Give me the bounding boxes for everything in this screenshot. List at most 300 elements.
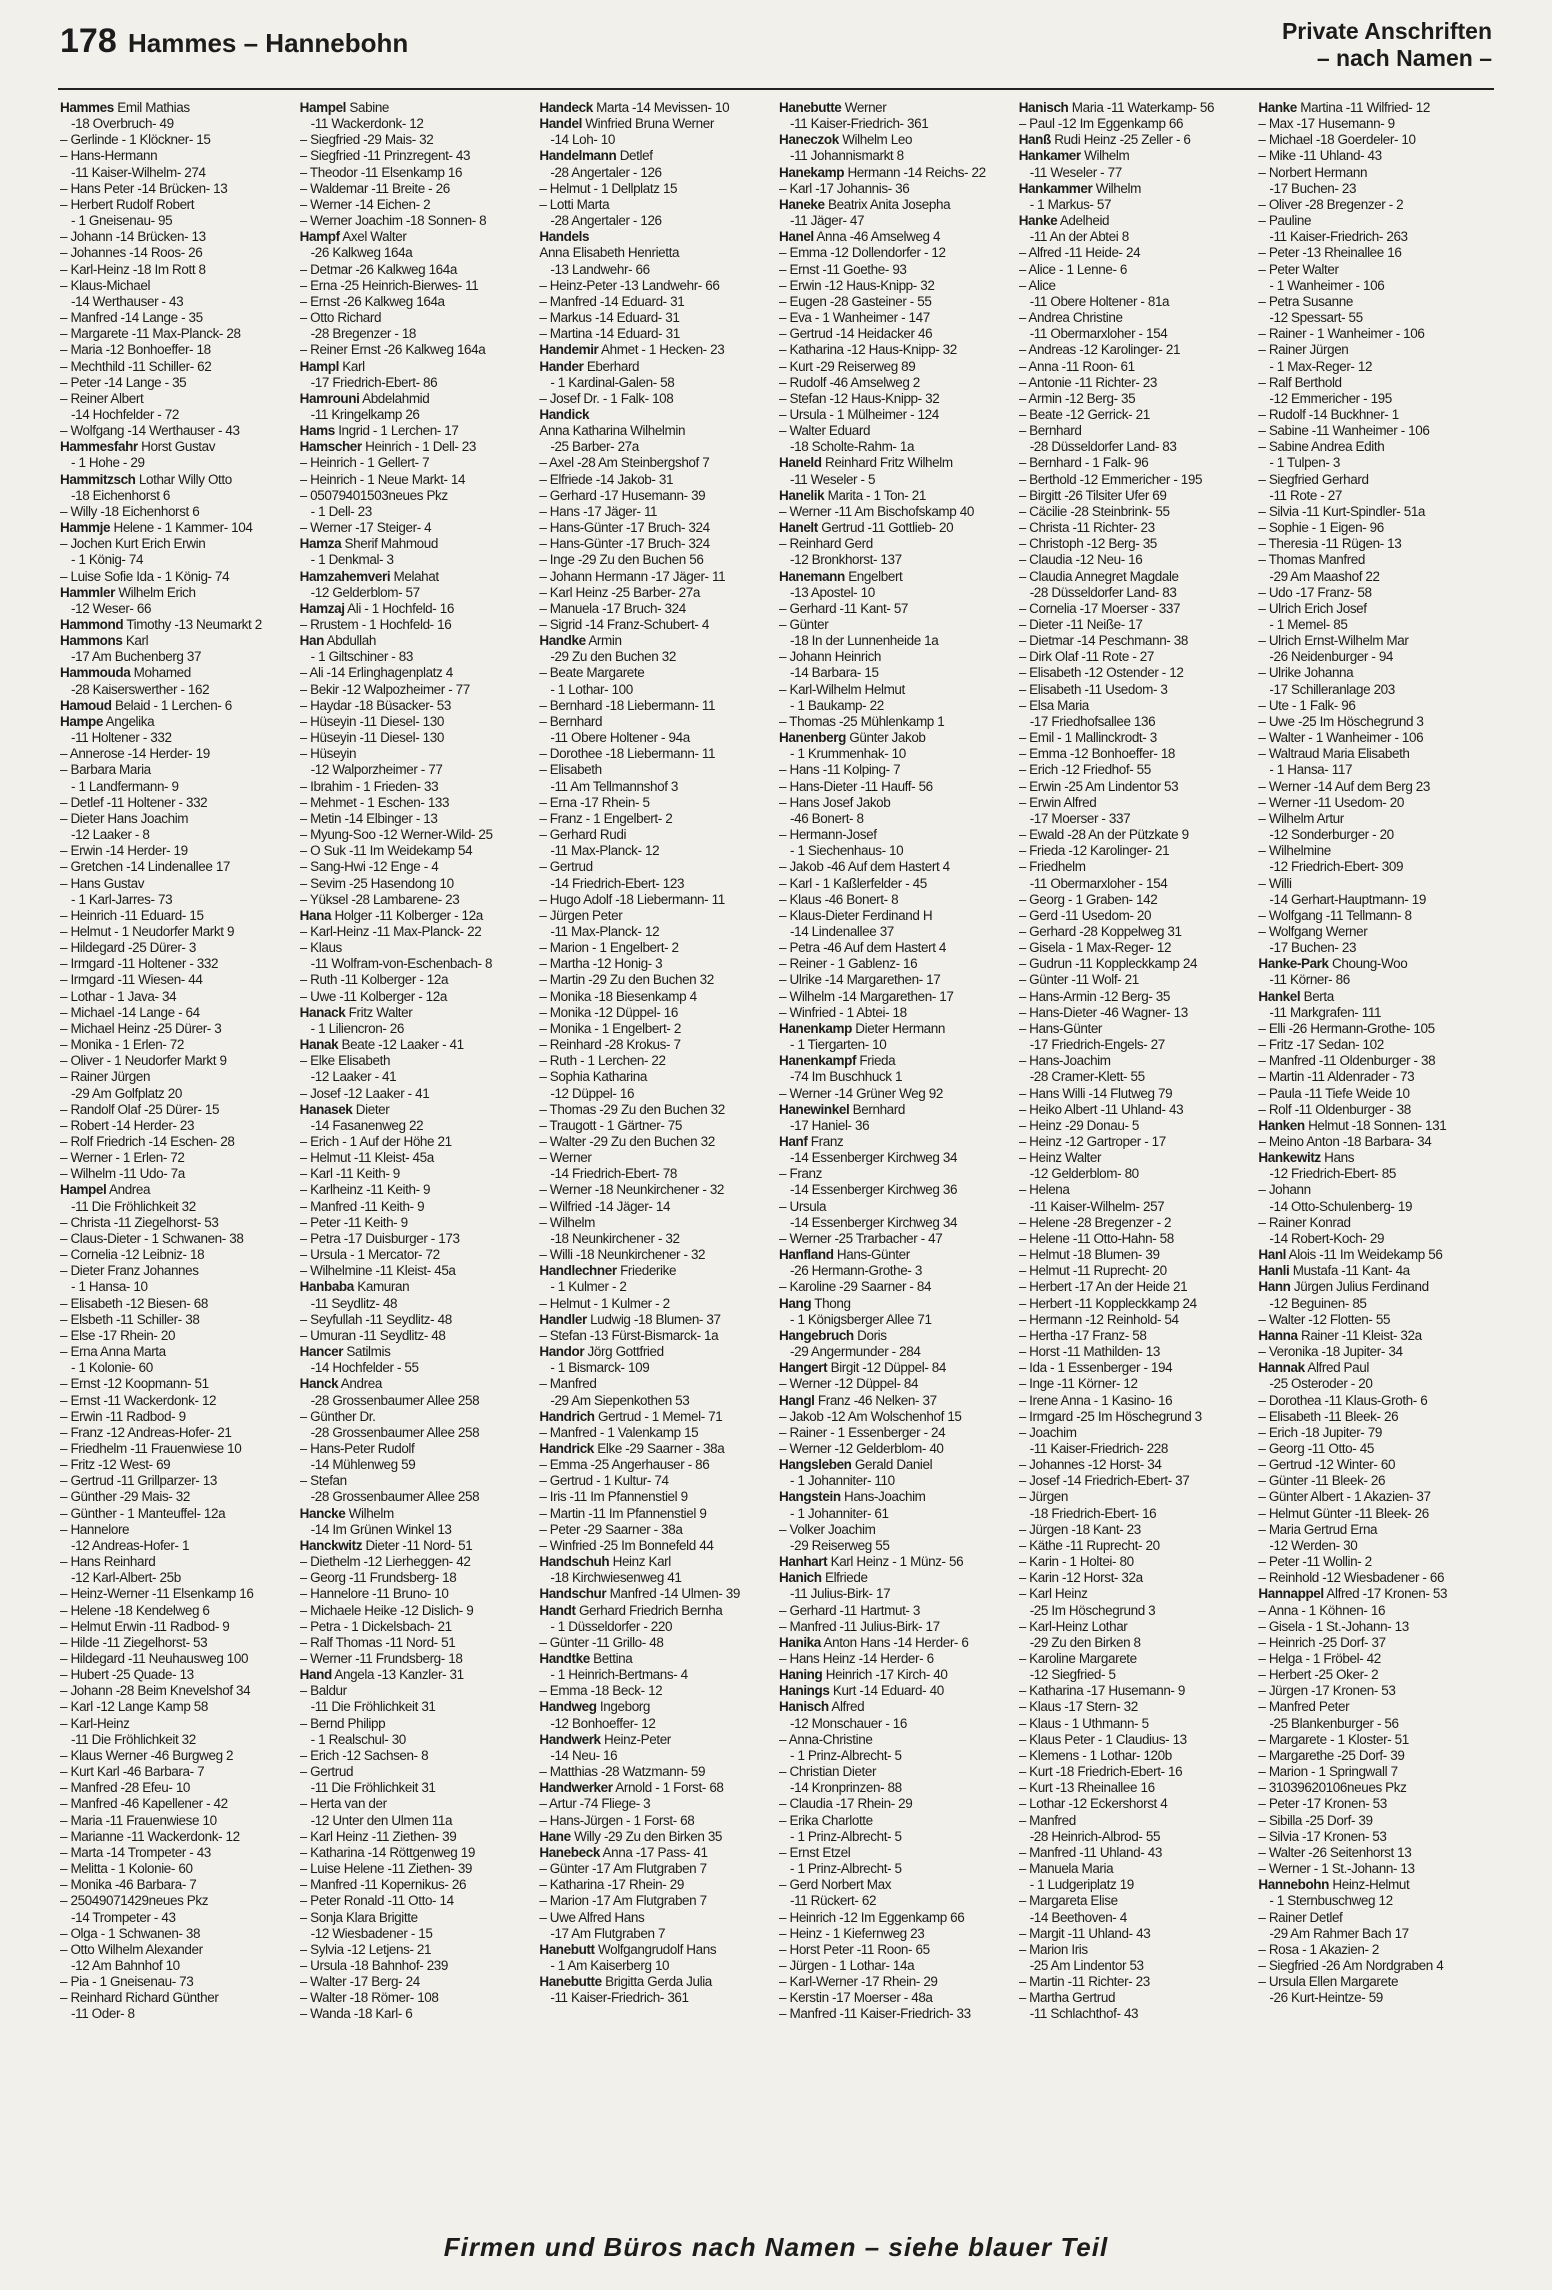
directory-entry: – Karl Heinz -25 Barber- 27a (539, 584, 700, 600)
directory-entry: Hanli Mustafa -11 Kant- 4a (1258, 1263, 1410, 1279)
directory-entry: – Ewald -28 An der Pützkate 9 (1018, 827, 1189, 843)
directory-entry: -46 Bonert- 8 (790, 810, 864, 826)
directory-entry: -12 Friedrich-Ebert- 85 (1269, 1166, 1396, 1182)
directory-entry: – Monika - 1 Erlen- 72 (60, 1037, 185, 1053)
entry-surname: Hancer (299, 1344, 344, 1360)
directory-entry: – Werner -12 Düppel- 84 (779, 1376, 919, 1392)
entry-surname: Handel (539, 116, 582, 132)
directory-entry: Hanebutte Brigitta Gerda Julia (539, 1974, 712, 1990)
entry-surname: Hanbaba (299, 1279, 354, 1295)
directory-entry: – Elisabeth -11 Bleek- 26 (1258, 1408, 1399, 1424)
directory-entry: – Baldur (299, 1683, 347, 1699)
directory-entry: – Jakob -12 Am Wolschenhof 15 (779, 1408, 962, 1424)
directory-entry: – Martina -14 Eduard- 31 (539, 326, 680, 342)
directory-entry: – Martin -11 Aldenrader - 73 (1258, 1069, 1415, 1085)
entry-surname: Hanebutte (779, 100, 842, 115)
directory-entry: – Reinhard Gerd (779, 536, 873, 552)
directory-entry: – Karin -12 Horst- 32a (1018, 1570, 1143, 1586)
directory-entry: – Elisabeth -11 Usedom- 3 (1018, 681, 1168, 697)
directory-entry: -14 Otto-Schulenberg- 19 (1269, 1198, 1413, 1214)
directory-entry: – Karl-Heinz -18 Im Rott 8 (60, 261, 206, 277)
directory-entry: – Wilhelm -14 Margarethen- 17 (779, 988, 954, 1004)
directory-entry: – Peter -17 Kronen- 53 (1258, 1796, 1387, 1812)
directory-entry: Hanke-Park Choung-Woo (1258, 956, 1408, 972)
directory-entry: -18 Scholte-Rahm- 1a (790, 439, 915, 455)
directory-entry: – Margarethe -25 Dorf- 39 (1258, 1747, 1405, 1763)
entry-surname: Hanack (299, 1004, 346, 1020)
directory-entry: – Gertrud -14 Heidacker 46 (779, 326, 933, 342)
directory-entry: -12 Wiesbadener - 15 (310, 1925, 433, 1941)
directory-entry: – Monika -18 Biesenkamp 4 (539, 988, 697, 1004)
directory-entry: Hanelik Marita - 1 Ton- 21 (779, 487, 926, 503)
directory-entry: – Erna -17 Rhein- 5 (539, 794, 650, 810)
directory-entry: – Dieter -11 Neiße- 17 (1018, 617, 1143, 632)
section-title-line2: – nach Namen – (1316, 45, 1492, 71)
directory-entry: – Sonja Klara Brigitte (299, 1909, 418, 1925)
directory-entry: – Gertrud (539, 859, 593, 875)
entry-surname: Handweg (539, 1699, 597, 1715)
directory-entry: – Rainer Jürgen (60, 1069, 151, 1085)
directory-entry: – Hildegard -11 Neuhausweg 100 (60, 1651, 249, 1666)
directory-entry: – Sabine Andrea Edith (1258, 439, 1385, 455)
directory-entry: -11 Obermarxloher - 154 (1029, 326, 1168, 342)
directory-entry: – Ali -14 Erlinghagenplatz 4 (299, 665, 453, 681)
directory-entry: – Klaus-Michael (60, 277, 151, 293)
entry-surname: Hanke (1018, 213, 1058, 229)
directory-entry: -12 Emmericher - 195 (1269, 390, 1392, 406)
directory-entry: -29 Zu den Buchen 32 (550, 649, 676, 665)
directory-entry: – Gisela - 1 Max-Reger- 12 (1018, 940, 1172, 956)
directory-entry: – Elsbeth -11 Schiller- 38 (60, 1311, 200, 1327)
directory-entry: – Manfred -11 Keith- 9 (299, 1198, 425, 1214)
directory-entry: – Hans-Joachim (1018, 1053, 1111, 1069)
directory-entry: Haneczok Wilhelm Leo (779, 132, 913, 148)
entry-surname: Hanewinkel (779, 1101, 850, 1117)
directory-entry: – Dieter Franz Johannes (60, 1263, 199, 1279)
directory-entry: – Wilhelm -11 Udo- 7a (60, 1166, 185, 1182)
directory-entry: – Friedhelm -11 Frauenwiese 10 (60, 1440, 242, 1456)
directory-entry: – Erwin -11 Radbod- 9 (60, 1408, 186, 1424)
directory-entry: Hanelt Gertrud -11 Gottlieb- 20 (779, 520, 954, 536)
directory-entry: – Silvia -17 Kronen- 53 (1258, 1828, 1387, 1844)
directory-entry: – Maria -12 Bonhoeffer- 18 (60, 342, 211, 358)
directory-entry: – Ruth - 1 Lerchen- 22 (539, 1053, 666, 1069)
directory-entry: – Hildegard -25 Dürer- 3 (60, 940, 196, 956)
directory-entry: – Frieda -12 Karolinger- 21 (1018, 843, 1170, 859)
directory-entry: – Manfred -46 Kapellener - 42 (60, 1796, 228, 1812)
directory-entry: – Michaele Heike -12 Dislich- 9 (299, 1602, 474, 1618)
directory-entry: -11 Max-Planck- 12 (550, 843, 660, 859)
directory-entry: -11 Jäger- 47 (790, 213, 865, 229)
entry-surname: Hangl (779, 1392, 815, 1408)
directory-entry: Hanak Beate -12 Laaker - 41 (299, 1037, 464, 1053)
directory-entry: -11 Kaiser-Wilhelm- 257 (1029, 1198, 1165, 1214)
directory-entry: – Eva - 1 Wanheimer - 147 (779, 310, 930, 326)
directory-entry: – Ralf Berthold (1258, 374, 1342, 390)
directory-entry: – Helmut - 1 Dellplatz 15 (539, 180, 678, 196)
directory-entry: - 1 Max-Reger- 12 (1269, 358, 1373, 374)
entry-surname: Hams (299, 423, 335, 439)
directory-entry: – Claudia -12 Neu- 16 (1018, 552, 1143, 568)
entry-surname: Hankel (1258, 988, 1301, 1004)
directory-entry: – Johannes -12 Horst- 34 (1018, 1457, 1162, 1473)
directory-entry: Handor Jörg Gottfried (539, 1344, 664, 1360)
directory-entry: – Bernhard - 1 Falk- 96 (1018, 455, 1149, 471)
entry-surname: Handrick (539, 1440, 594, 1456)
directory-entry: -18 Eichenhorst 6 (71, 487, 171, 503)
directory-entry: – Karl-Wilhelm Helmut (779, 681, 905, 697)
directory-entry: – Helena (1018, 1182, 1070, 1198)
directory-entry: Hander Eberhard (539, 358, 640, 374)
directory-entry: Hanna Rainer -11 Kleist- 32a (1258, 1327, 1422, 1343)
directory-entry: – Rudolf -14 Buckhner- 1 (1258, 406, 1399, 422)
directory-entry: – Jürgen -17 Kronen- 53 (1258, 1683, 1396, 1699)
directory-entry: – Hannelore -11 Bruno- 10 (299, 1586, 449, 1602)
directory-entry: – Gertrud - 1 Kultur- 74 (539, 1473, 669, 1489)
directory-entry: Hanken Helmut -18 Sonnen- 131 (1258, 1117, 1447, 1133)
directory-entry: -14 Lindenallee 37 (790, 923, 894, 939)
directory-entry: – Emma -12 Dollendorfer - 12 (779, 245, 946, 261)
directory-entry: Haneke Beatrix Anita Josepha (779, 196, 951, 212)
directory-entry: – Berthold -12 Emmericher - 195 (1018, 471, 1203, 487)
directory-entry: – Mechthild -11 Schiller- 62 (60, 358, 212, 374)
directory-entry: – Norbert Hermann (1258, 164, 1368, 180)
directory-entry: – Erich -12 Sachsen- 8 (299, 1747, 429, 1763)
directory-entry: -28 Cramer-Klett- 55 (1029, 1069, 1145, 1085)
entry-surname: Hanenkamp (779, 1020, 852, 1036)
directory-entry: – Erwin -25 Am Lindentor 53 (1018, 778, 1179, 794)
directory-entry: – Dieter Hans Joachim (60, 810, 189, 826)
directory-entry: – Heinrich -12 Im Eggenkamp 66 (779, 1909, 965, 1925)
entry-surname: Hammond (60, 617, 124, 632)
directory-entry: – Hermann-Josef (779, 827, 877, 843)
directory-entry: – Dietmar -14 Peschmann- 38 (1018, 633, 1188, 649)
directory-entry: – Stefan -12 Haus-Knipp- 32 (779, 390, 940, 406)
entry-surname: Hanekamp (779, 164, 845, 180)
directory-column (779, 100, 1015, 2200)
directory-entry: – Ulrike -14 Margarethen- 17 (779, 972, 941, 988)
directory-entry: Hankamer Wilhelm (1018, 148, 1130, 164)
directory-entry: Hangsleben Gerald Daniel (779, 1457, 933, 1473)
directory-entry: Hammesfahr Horst Gustav (60, 439, 216, 455)
directory-entry: -26 Neidenburger - 94 (1269, 649, 1394, 665)
directory-entry: – Rolf Friedrich -14 Eschen- 28 (60, 1134, 235, 1149)
entry-surname: Hampe (60, 713, 104, 729)
directory-entry: -12 Beguinen- 85 (1269, 1295, 1367, 1311)
directory-entry: – Ernst -11 Goethe- 93 (779, 261, 907, 277)
directory-entry: -11 Obere Holtener - 81a (1029, 293, 1170, 309)
directory-entry: – Herbert -17 An der Heide 21 (1018, 1279, 1188, 1295)
directory-entry: – Friedhelm (1018, 859, 1086, 875)
entry-surname: Handke (539, 633, 586, 649)
directory-entry: – Umuran -11 Seydlitz- 48 (299, 1327, 446, 1343)
entry-surname: Hannak (1258, 1360, 1305, 1376)
directory-entry: Hampl Karl (299, 358, 365, 374)
directory-entry: – Jürgen -18 Kant- 23 (1018, 1521, 1141, 1537)
directory-entry: – Manfred -11 Julius-Birk- 17 (779, 1618, 940, 1634)
directory-entry: – Günther -29 Mais- 32 (60, 1489, 191, 1505)
directory-entry: -14 Mühlenweg 59 (310, 1457, 416, 1473)
entry-surname: Hancke (299, 1505, 346, 1521)
directory-entry: – Sigrid -14 Franz-Schubert- 4 (539, 617, 709, 632)
directory-entry: -11 Kaiser-Friedrich- 263 (1269, 229, 1408, 245)
directory-entry: – Manuela Maria (1018, 1861, 1114, 1877)
directory-entry: – Helmut -11 Ruprecht- 20 (1018, 1263, 1167, 1279)
entry-surname: Hann (1258, 1279, 1291, 1295)
directory-entry: – Heinrich - 1 Neue Markt- 14 (299, 471, 466, 487)
directory-entry: Hangebruch Doris (779, 1327, 887, 1343)
directory-entry: Hanewinkel Bernhard (779, 1101, 905, 1117)
directory-entry: – Ida - 1 Essenberger - 194 (1018, 1360, 1173, 1376)
directory-entry: – Barbara Maria (60, 762, 151, 778)
directory-entry: – O Suk -11 Im Weidekamp 54 (299, 843, 473, 859)
directory-entry: Hammitzsch Lothar Willy Otto (60, 471, 232, 487)
directory-entry: – Reinhard -28 Krokus- 7 (539, 1037, 681, 1053)
directory-entry: – Otto Wilhelm Alexander (60, 1941, 203, 1957)
directory-entry: – Detlef -11 Holtener - 332 (60, 794, 208, 810)
directory-entry: – Hans-Dieter -11 Hauff- 56 (779, 778, 933, 794)
directory-entry: - 1 Tulpen- 3 (1269, 455, 1340, 471)
directory-entry: – Christa -11 Ziegelhorst- 53 (60, 1214, 219, 1230)
directory-entry: – Karl Heinz -11 Ziethen- 39 (299, 1828, 457, 1844)
directory-entry: -11 Seydlitz- 48 (310, 1295, 398, 1311)
directory-entry: – Günter (779, 617, 829, 632)
directory-entry: - 1 Sternbuschweg 12 (1269, 1893, 1393, 1909)
directory-entry: – Herbert Rudolf Robert (60, 196, 195, 212)
directory-entry: Hanings Kurt -14 Eduard- 40 (779, 1683, 944, 1699)
directory-entry: – Reiner - 1 Gablenz- 16 (779, 956, 918, 972)
directory-entry: – Hugo Adolf -18 Liebermann- 11 (539, 891, 725, 907)
entry-surname: Hanich (779, 1570, 822, 1586)
entry-surname: Hanak (299, 1037, 339, 1053)
directory-entry: - 1 Hansa- 117 (1269, 762, 1353, 778)
directory-entry: – Hans-Hermann (60, 148, 158, 164)
entry-surname: Hanebutte (539, 1974, 602, 1990)
directory-entry: – Hans-Günter -17 Bruch- 324 (539, 536, 710, 552)
directory-entry: – Karl-Heinz Lothar (1018, 1618, 1128, 1634)
directory-entry: – Elsa Maria (1018, 697, 1089, 713)
directory-entry: – Karoline -29 Saarner - 84 (779, 1279, 932, 1295)
directory-entry: – Karl Heinz (1018, 1586, 1088, 1602)
page-header (0, 0, 1552, 100)
directory-entry: – Robert -14 Herder- 23 (60, 1117, 195, 1133)
directory-entry: – Kerstin -17 Moerser - 48a (779, 1990, 933, 2006)
directory-entry: – Heinz Walter (1018, 1150, 1102, 1166)
directory-entry: -14 Friedrich-Ebert- 123 (550, 875, 685, 891)
directory-entry: Anna Elisabeth Henrietta (539, 245, 680, 261)
directory-entry: – Iris -11 Im Pfannenstiel 9 (539, 1489, 688, 1505)
directory-entry: – Margarete -11 Max-Planck- 28 (60, 326, 241, 342)
directory-entry: -11 Kaiser-Friedrich- 361 (790, 116, 929, 132)
directory-entry: – Peter -14 Lange - 35 (60, 374, 187, 390)
directory-entry: – Klaus - 1 Uthmann- 5 (1018, 1715, 1149, 1731)
directory-entry: – Werner - 1 Erlen- 72 (60, 1150, 185, 1166)
directory-entry: – Werner -18 Neunkirchener - 32 (539, 1182, 725, 1198)
directory-entry: – Klemens - 1 Lothar- 120b (1018, 1747, 1172, 1763)
directory-entry: – Marta -14 Trompeter - 43 (60, 1844, 211, 1860)
entry-surname: Hannappel (1258, 1586, 1324, 1602)
directory-entry: – Pia - 1 Gneisenau- 73 (60, 1974, 194, 1990)
directory-entry: Hampf Axel Walter (299, 229, 407, 245)
directory-entry: – Werner Joachim -18 Sonnen- 8 (299, 213, 487, 229)
directory-entry: – Anna-Christine (779, 1731, 873, 1747)
directory-entry: – Walter -18 Römer- 108 (299, 1990, 439, 2006)
directory-entry: Hanebutte Werner (779, 100, 887, 115)
directory-entry: – Volker Joachim (779, 1521, 876, 1537)
directory-entry: – Kurt -13 Rheinallee 16 (1018, 1780, 1155, 1796)
directory-entry: - 1 Denkmal- 3 (310, 552, 394, 568)
directory-entry: -12 Am Bahnhof 10 (71, 1957, 180, 1973)
directory-entry: -18 Overbruch- 49 (71, 116, 174, 132)
directory-entry: – Ruth -11 Kolberger - 12a (299, 972, 449, 988)
footer-note: Firmen und Büros nach Namen – siehe blauer Teil (443, 2232, 1109, 2262)
directory-entry: – Irmgard -11 Holtener - 332 (60, 956, 219, 972)
directory-entry: -17 Am Flutgraben 7 (550, 1925, 666, 1941)
entry-surname: Handelmann (539, 148, 617, 164)
directory-entry: -14 Gerhart-Hauptmann- 19 (1269, 891, 1426, 907)
directory-entry: – Cäcilie -28 Steinbrink- 55 (1018, 503, 1170, 519)
directory-entry: - 1 Kolonie- 60 (71, 1360, 153, 1376)
directory-entry: – Manfred -14 Lange - 35 (60, 310, 203, 326)
entry-surname: Hammje (60, 520, 111, 536)
entry-surname: Hammitzsch (60, 471, 136, 487)
directory-entry: - 1 Realschul- 30 (310, 1731, 406, 1747)
directory-entry: Hanckwitz Dieter -11 Nord- 51 (299, 1537, 473, 1553)
directory-entry: – Karl-Werner -17 Rhein- 29 (779, 1974, 938, 1990)
directory-entry: – Klaus (299, 940, 342, 956)
directory-entry: -29 Am Maashof 22 (1269, 568, 1380, 584)
directory-entry: -18 Friedrich-Ebert- 16 (1029, 1505, 1157, 1521)
directory-entry: – Antonie -11 Richter- 23 (1018, 374, 1158, 390)
entry-surname: Hanemann (779, 568, 845, 584)
directory-entry: -25 Barber- 27a (550, 439, 639, 455)
directory-entry: -18 Neunkirchener - 32 (550, 1230, 680, 1246)
directory-entry: – Josef -14 Friedrich-Ebert- 37 (1018, 1473, 1190, 1489)
directory-entry: – Helene -11 Otto-Hahn- 58 (1018, 1230, 1174, 1246)
directory-entry: -13 Landwehr- 66 (550, 261, 650, 277)
entry-surname: Hanke-Park (1258, 956, 1329, 972)
entry-surname: Handschur (539, 1586, 607, 1602)
directory-entry: – Martha Gertrud (1018, 1990, 1116, 2006)
entry-surname: Handwerk (539, 1731, 601, 1747)
directory-entry: -18 Kirchwiesenweg 41 (550, 1570, 682, 1586)
directory-entry: – Werner -14 Eichen- 2 (299, 196, 431, 212)
directory-entry: – Wilhelm (539, 1214, 596, 1230)
entry-surname: Haneke (779, 196, 825, 212)
entry-surname: Hamzaj (299, 600, 345, 616)
directory-entry: – Manfred -11 Kaiser-Friedrich- 33 (779, 2006, 971, 2022)
directory-entry: -17 Friedrich-Ebert- 86 (310, 374, 438, 390)
directory-entry: – Theresia -11 Rügen- 13 (1258, 536, 1402, 552)
directory-entry: – Günter -17 Am Flutgraben 7 (539, 1861, 707, 1877)
directory-entry: -11 Kringelkamp 26 (310, 406, 420, 422)
directory-entry: – Manfred -28 Efeu- 10 (60, 1780, 191, 1796)
directory-entry: – Andrea Christine (1018, 310, 1123, 326)
directory-entry: – Lothar - 1 Java- 34 (60, 988, 177, 1004)
directory-entry: -17 Buchen- 23 (1269, 180, 1357, 196)
directory-entry: – Gertrud -11 Grillparzer- 13 (60, 1473, 217, 1489)
directory-entry: -11 Johannismarkt 8 (790, 148, 904, 164)
directory-entry: – Mehmet - 1 Eschen- 133 (299, 794, 450, 810)
directory-entry: – Wolfgang -14 Werthauser - 43 (60, 423, 240, 439)
directory-entry: – Hans -17 Jäger- 11 (539, 503, 658, 519)
entry-surname: Handlechner (539, 1263, 617, 1279)
directory-entry: -11 An der Abtei 8 (1029, 229, 1129, 245)
directory-entry: – Elke Elisabeth (299, 1053, 391, 1069)
directory-entry: – Elisabeth -12 Biesen- 68 (60, 1295, 208, 1311)
directory-entry: -25 Osteroder - 20 (1269, 1376, 1373, 1392)
directory-entry: – Claus-Dieter - 1 Schwanen- 38 (60, 1230, 244, 1246)
directory-entry: - 1 Heinrich-Bertmans- 4 (550, 1667, 688, 1683)
directory-entry: – Ute - 1 Falk- 96 (1258, 697, 1356, 713)
entry-surname: Hammouda (60, 665, 131, 681)
directory-entry: – Siegfried -11 Prinzregent- 43 (299, 148, 471, 164)
directory-entry: – Rrustem - 1 Hochfeld- 16 (299, 617, 452, 632)
directory-entry: – Werner - 1 St.-Johann- 13 (1258, 1861, 1415, 1877)
directory-entry: – Marion - 1 Springwall 7 (1258, 1764, 1398, 1780)
directory-entry: – Karlheinz -11 Keith- 9 (299, 1182, 431, 1198)
directory-entry: Hanisch Maria -11 Waterkamp- 56 (1018, 100, 1215, 115)
directory-entry: -12 Laaker - 8 (71, 827, 150, 843)
directory-entry: – Ernst -11 Wackerdonk- 12 (60, 1392, 217, 1408)
directory-entry: Hamoud Belaid - 1 Lerchen- 6 (60, 697, 232, 713)
directory-entry: – Else -17 Rhein- 20 (60, 1327, 176, 1343)
directory-entry: – Beate Margarete (539, 665, 645, 681)
directory-entry: - 1 Kardinal-Galen- 58 (550, 374, 675, 390)
directory-entry: -11 Markgrafen- 111 (1269, 1004, 1382, 1020)
directory-entry: – Waltraud Maria Elisabeth (1258, 746, 1410, 762)
directory-entry: -14 Fasanenweg 22 (310, 1117, 424, 1133)
directory-entry: Hammje Helene - 1 Kammer- 104 (60, 520, 253, 536)
directory-entry: – Bernhard (1018, 423, 1082, 439)
directory-entry: – Christoph -12 Berg- 35 (1018, 536, 1157, 552)
directory-entry: – Claudia Annegret Magdale (1018, 568, 1179, 584)
directory-entry: -14 Robert-Koch- 29 (1269, 1230, 1385, 1246)
entry-surname: Hander (539, 358, 584, 374)
entry-surname: Hanck (299, 1376, 339, 1392)
directory-entry: – Petra Susanne (1258, 293, 1353, 309)
directory-entry: – Katharina -14 Röttgenweg 19 (299, 1844, 475, 1860)
directory-entry: – Johann -14 Brücken- 13 (60, 229, 206, 245)
directory-entry: – Olga - 1 Schwanen- 38 (60, 1925, 201, 1941)
directory-entry: -14 Essenberger Kirchweg 36 (790, 1182, 958, 1198)
directory-entry: – Sabine -11 Wanheimer - 106 (1258, 423, 1430, 439)
directory-entry: – Karl-Heinz -11 Max-Planck- 22 (299, 923, 482, 939)
entry-surname: Han (299, 633, 324, 649)
directory-column (60, 100, 296, 2200)
directory-columns (60, 100, 1494, 2200)
directory-entry: -11 Die Fröhlichkeit 31 (310, 1780, 436, 1796)
directory-entry: – Alfred -11 Heide- 24 (1018, 245, 1141, 261)
directory-entry: – Thomas -25 Mühlenkamp 1 (779, 713, 945, 729)
directory-entry: – Erna -25 Heinrich-Bierwes- 11 (299, 277, 479, 293)
directory-entry: – Sang-Hwi -12 Enge - 4 (299, 859, 439, 875)
directory-entry: Hanisch Alfred (779, 1699, 865, 1715)
directory-entry: – Franz -12 Andreas-Hofer- 21 (60, 1424, 232, 1440)
directory-entry: – Rainer Konrad (1258, 1214, 1351, 1230)
directory-entry: – Jochen Kurt Erich Erwin (60, 536, 206, 552)
directory-entry: Hanl Alois -11 Im Weidekamp 56 (1258, 1247, 1443, 1263)
directory-entry: -14 Werthauser - 43 (71, 293, 184, 309)
directory-entry: - 1 Prinz-Albrecht- 5 (790, 1828, 902, 1844)
directory-entry: -12 Gelderblom- 80 (1029, 1166, 1139, 1182)
directory-entry: -29 Am Golfplatz 20 (71, 1085, 182, 1101)
entry-surname: Hanika (779, 1634, 821, 1650)
directory-entry: – Alice (1018, 277, 1056, 293)
entry-surname: Hanelt (779, 520, 818, 536)
directory-entry: – Manfred -11 Oldenburger - 38 (1258, 1053, 1436, 1069)
entry-surname: Hammons (60, 633, 123, 649)
